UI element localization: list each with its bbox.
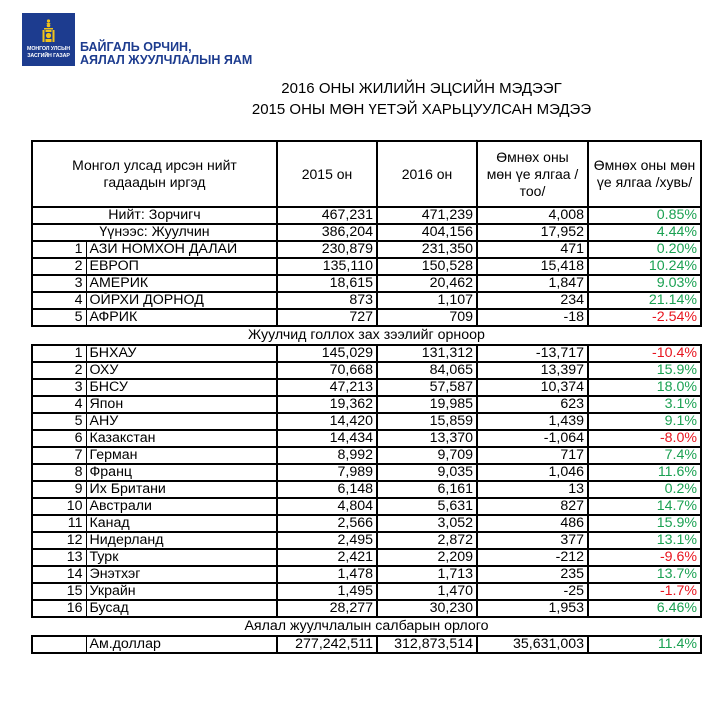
value-diff-count: 827 — [477, 498, 588, 515]
value-diff-percent: 14.7% — [588, 498, 701, 515]
value-diff-count: 35,631,003 — [477, 636, 588, 653]
row-name: АФРИК — [86, 309, 277, 326]
value-diff-count: 1,439 — [477, 413, 588, 430]
value-diff-count: -1,064 — [477, 430, 588, 447]
value-2016: 6,161 — [377, 481, 477, 498]
table-row — [32, 481, 701, 498]
value-2016: 312,873,514 — [377, 636, 477, 653]
ministry-name-line2: АЯЛАЛ ЖУУЛЧЛАЛЫН ЯАМ — [80, 53, 253, 67]
row-number: 2 — [32, 362, 86, 379]
row-name: Герман — [86, 447, 277, 464]
value-diff-count: 4,008 — [477, 207, 588, 224]
table-row — [32, 636, 701, 653]
value-diff-percent: 10.24% — [588, 258, 701, 275]
value-2016: 9,035 — [377, 464, 477, 481]
value-2015: 2,495 — [277, 532, 377, 549]
logo-caption-line2: ЗАСГИЙН ГАЗАР — [27, 53, 70, 59]
value-diff-count: 486 — [477, 515, 588, 532]
value-2015: 70,668 — [277, 362, 377, 379]
value-diff-count: -18 — [477, 309, 588, 326]
value-diff-percent: -1.7% — [588, 583, 701, 600]
value-2015: 18,615 — [277, 275, 377, 292]
row-number: 16 — [32, 600, 86, 617]
value-2015: 47,213 — [277, 379, 377, 396]
table-row — [32, 241, 701, 258]
value-2016: 19,985 — [377, 396, 477, 413]
value-diff-percent: 9.03% — [588, 275, 701, 292]
table-row — [32, 600, 701, 617]
value-diff-count: 235 — [477, 566, 588, 583]
header-diff-count: Өмнөх оны мөн үе ялгаа /тоо/ — [477, 141, 588, 207]
table-row — [32, 464, 701, 481]
row-label: Нийт: Зорчигч — [32, 207, 277, 224]
value-diff-percent: 21.14% — [588, 292, 701, 309]
value-2015: 2,421 — [277, 549, 377, 566]
header-diff-percent: Өмнөх оны мөн үе ялгаа /хувь/ — [588, 141, 701, 207]
value-diff-percent: 0.20% — [588, 241, 701, 258]
table-row — [32, 362, 701, 379]
value-diff-percent: 6.46% — [588, 600, 701, 617]
row-number: 3 — [32, 275, 86, 292]
value-2015: 28,277 — [277, 600, 377, 617]
value-diff-count: 234 — [477, 292, 588, 309]
value-diff-percent: 3.1% — [588, 396, 701, 413]
row-number: 7 — [32, 447, 86, 464]
row-number: 12 — [32, 532, 86, 549]
row-name: Украйн — [86, 583, 277, 600]
logo-caption-line1: МОНГОЛ УЛСЫН — [27, 46, 70, 52]
value-2015: 873 — [277, 292, 377, 309]
value-diff-percent: -2.54% — [588, 309, 701, 326]
value-2016: 13,370 — [377, 430, 477, 447]
table-row — [32, 447, 701, 464]
value-2016: 709 — [377, 309, 477, 326]
row-name: Канад — [86, 515, 277, 532]
value-2016: 404,156 — [377, 224, 477, 241]
value-2015: 386,204 — [277, 224, 377, 241]
ministry-name-line1: БАЙГАЛЬ ОРЧИН, — [80, 40, 192, 54]
value-2016: 15,859 — [377, 413, 477, 430]
value-diff-count: 15,418 — [477, 258, 588, 275]
value-diff-percent: -10.4% — [588, 345, 701, 362]
row-number: 3 — [32, 379, 86, 396]
value-2015: 467,231 — [277, 207, 377, 224]
row-name: Бусад — [86, 600, 277, 617]
row-name: БНХАУ — [86, 345, 277, 362]
value-2016: 471,239 — [377, 207, 477, 224]
value-2016: 2,872 — [377, 532, 477, 549]
value-2015: 135,110 — [277, 258, 377, 275]
value-diff-count: 1,046 — [477, 464, 588, 481]
value-diff-percent: 15.9% — [588, 515, 701, 532]
government-logo — [22, 13, 75, 66]
value-2016: 131,312 — [377, 345, 477, 362]
value-2016: 9,709 — [377, 447, 477, 464]
row-name: Турк — [86, 549, 277, 566]
table-row — [32, 275, 701, 292]
row-name: Их Британи — [86, 481, 277, 498]
row-number: 2 — [32, 258, 86, 275]
table-row — [32, 345, 701, 362]
row-number: 8 — [32, 464, 86, 481]
table-row — [32, 549, 701, 566]
row-number: 6 — [32, 430, 86, 447]
value-diff-percent: 11.4% — [588, 636, 701, 653]
value-diff-count: 1,847 — [477, 275, 588, 292]
total-row — [32, 207, 701, 224]
value-2016: 231,350 — [377, 241, 477, 258]
row-name: ОЙРХИ ДОРНОД — [86, 292, 277, 309]
row-name: Энэтхэг — [86, 566, 277, 583]
value-diff-count: 1,953 — [477, 600, 588, 617]
value-2016: 1,107 — [377, 292, 477, 309]
report-title-line1: 2016 ОНЫ ЖИЛИЙН ЭЦСИЙН МЭДЭЭГ — [281, 80, 562, 97]
revenue-section-header — [32, 617, 701, 636]
row-number: 5 — [32, 309, 86, 326]
row-name: АНУ — [86, 413, 277, 430]
row-name: Франц — [86, 464, 277, 481]
value-2016: 2,209 — [377, 549, 477, 566]
row-name: Казакстан — [86, 430, 277, 447]
row-name: ЕВРОП — [86, 258, 277, 275]
value-2015: 4,804 — [277, 498, 377, 515]
report-title-line2: 2015 ОНЫ МӨН ҮЕТЭЙ ХАРЬЦУУЛСАН МЭДЭЭ — [251, 101, 592, 118]
value-diff-percent: 13.1% — [588, 532, 701, 549]
row-name: Ам.доллар — [86, 636, 277, 653]
row-number: 1 — [32, 345, 86, 362]
value-2016: 57,587 — [377, 379, 477, 396]
row-number: 11 — [32, 515, 86, 532]
value-diff-percent: 7.4% — [588, 447, 701, 464]
table-row — [32, 532, 701, 549]
value-diff-percent: 4.44% — [588, 224, 701, 241]
value-2015: 2,566 — [277, 515, 377, 532]
value-diff-count: -212 — [477, 549, 588, 566]
table-row — [32, 309, 701, 326]
value-2015: 230,879 — [277, 241, 377, 258]
table-row — [32, 413, 701, 430]
table-row — [32, 292, 701, 309]
header-2015: 2015 он — [277, 141, 377, 207]
row-name: Япон — [86, 396, 277, 413]
value-diff-count: 717 — [477, 447, 588, 464]
table-row — [32, 258, 701, 275]
value-2015: 14,434 — [277, 430, 377, 447]
header-2016: 2016 он — [377, 141, 477, 207]
value-2016: 3,052 — [377, 515, 477, 532]
row-name: Нидерланд — [86, 532, 277, 549]
value-diff-percent: 18.0% — [588, 379, 701, 396]
value-2015: 277,242,511 — [277, 636, 377, 653]
value-diff-percent: 15.9% — [588, 362, 701, 379]
value-diff-count: 377 — [477, 532, 588, 549]
row-number: 15 — [32, 583, 86, 600]
value-diff-count: -25 — [477, 583, 588, 600]
table-row — [32, 498, 701, 515]
value-2015: 145,029 — [277, 345, 377, 362]
value-2015: 14,420 — [277, 413, 377, 430]
value-diff-percent: 0.85% — [588, 207, 701, 224]
soyombo-emblem-icon — [42, 19, 55, 43]
value-diff-count: 471 — [477, 241, 588, 258]
table-row — [32, 583, 701, 600]
value-diff-percent: 0.2% — [588, 481, 701, 498]
value-2016: 20,462 — [377, 275, 477, 292]
table-header-row — [32, 141, 701, 207]
row-number: 5 — [32, 413, 86, 430]
value-diff-percent: 11.6% — [588, 464, 701, 481]
value-2016: 30,230 — [377, 600, 477, 617]
countries-section-header-title: Жуулчид голлох зах зээлийг орноор — [248, 327, 485, 343]
value-diff-percent: -9.6% — [588, 549, 701, 566]
value-2015: 6,148 — [277, 481, 377, 498]
value-diff-percent: -8.0% — [588, 430, 701, 447]
countries-section-header — [32, 326, 701, 345]
value-2016: 84,065 — [377, 362, 477, 379]
value-diff-count: 17,952 — [477, 224, 588, 241]
value-2016: 1,713 — [377, 566, 477, 583]
value-2016: 5,631 — [377, 498, 477, 515]
value-diff-count: 623 — [477, 396, 588, 413]
total-row — [32, 224, 701, 241]
value-diff-count: 13,397 — [477, 362, 588, 379]
value-diff-percent: 9.1% — [588, 413, 701, 430]
row-number: 4 — [32, 292, 86, 309]
value-2015: 727 — [277, 309, 377, 326]
row-name: БНСУ — [86, 379, 277, 396]
row-name: Австрали — [86, 498, 277, 515]
row-label: Үүнээс: Жуулчин — [32, 224, 277, 241]
tourism-statistics-table — [31, 140, 702, 654]
table-row — [32, 379, 701, 396]
value-2015: 7,989 — [277, 464, 377, 481]
table-row — [32, 396, 701, 413]
row-number: 13 — [32, 549, 86, 566]
row-number: 4 — [32, 396, 86, 413]
value-diff-count: -13,717 — [477, 345, 588, 362]
value-2016: 1,470 — [377, 583, 477, 600]
value-diff-count: 10,374 — [477, 379, 588, 396]
value-diff-count: 13 — [477, 481, 588, 498]
ministry-name — [80, 41, 252, 67]
table-row — [32, 566, 701, 583]
row-number: 9 — [32, 481, 86, 498]
row-name: АЗИ НОМХОН ДАЛАЙ — [86, 241, 277, 258]
value-2015: 8,992 — [277, 447, 377, 464]
value-2015: 1,495 — [277, 583, 377, 600]
value-diff-percent: 13.7% — [588, 566, 701, 583]
header-label: Монгол улсад ирсэн нийт гадаадын иргэд — [32, 141, 277, 207]
table-row — [32, 430, 701, 447]
row-number: 10 — [32, 498, 86, 515]
value-2016: 150,528 — [377, 258, 477, 275]
value-2015: 19,362 — [277, 396, 377, 413]
row-name: ОХУ — [86, 362, 277, 379]
table-row — [32, 515, 701, 532]
value-2015: 1,478 — [277, 566, 377, 583]
revenue-section-header-title: Аялал жуулчлалын салбарын орлого — [244, 618, 489, 634]
row-name: АМЕРИК — [86, 275, 277, 292]
row-number: 1 — [32, 241, 86, 258]
row-number: 14 — [32, 566, 86, 583]
row-number — [32, 636, 86, 653]
